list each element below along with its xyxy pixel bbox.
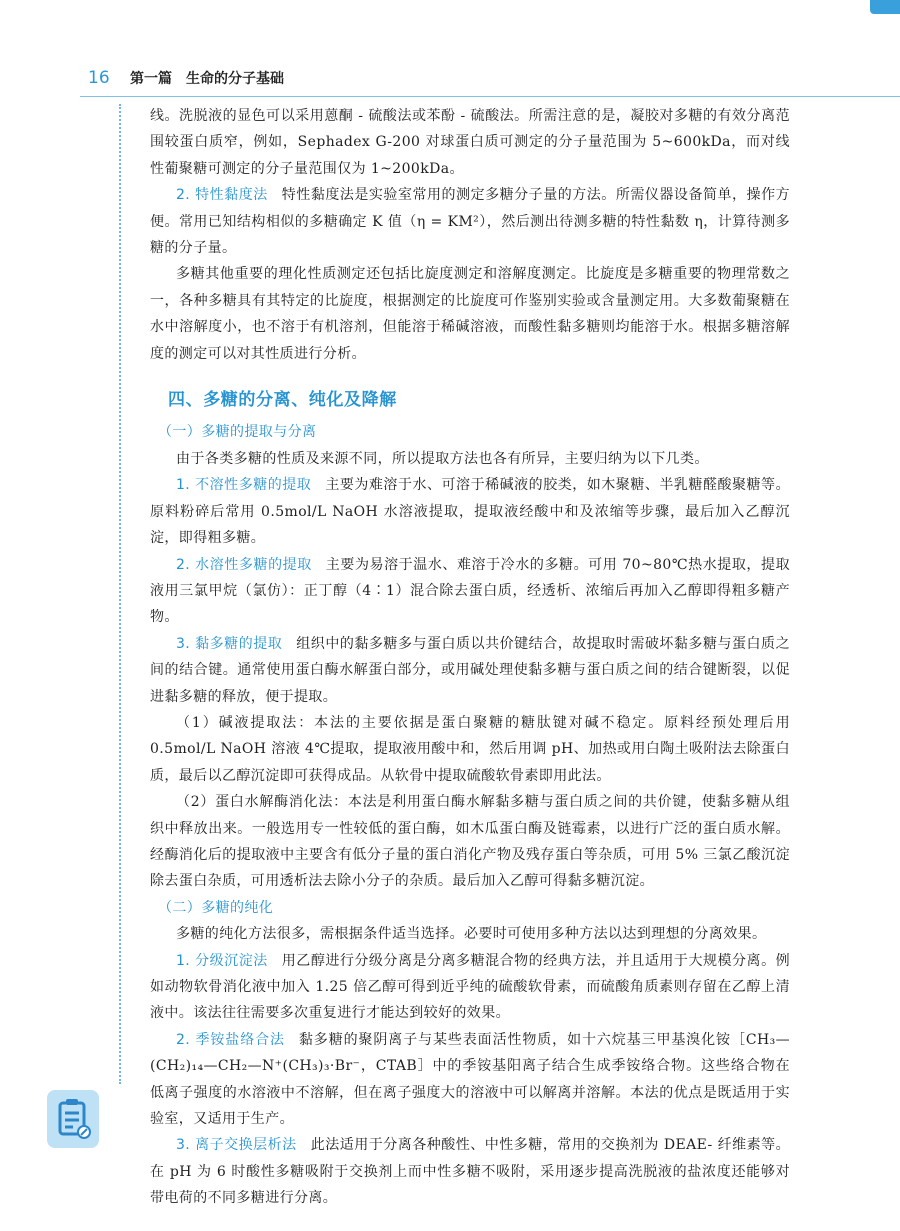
paragraph xyxy=(150,472,790,551)
method-term: 3. 黏多糖的提取 xyxy=(176,635,283,652)
section-heading: 四、多糖的分离、纯化及降解 xyxy=(168,390,397,411)
corner-tab xyxy=(870,0,900,14)
running-head: 第一篇 生命的分子基础 xyxy=(130,71,284,87)
header-divider xyxy=(80,96,900,97)
notes-clipboard-icon xyxy=(47,1090,99,1148)
paragraph xyxy=(150,1132,790,1211)
method-term: 2. 季铵盐络合法 xyxy=(176,1031,285,1048)
paragraph-text: 组织中的黏多糖多与蛋白质以共价键结合，故提取时需破坏黏多糖与蛋白质之间的结合键。通常使用蛋白酶水解蛋白部分，或用碱处理使黏多糖与蛋白质之间的结合键断裂，以促进黏多糖的释放，便于提取。 xyxy=(150,635,790,705)
paragraph: （2）蛋白水解酶消化法：本法是利用蛋白酶水解黏多糖与蛋白质之间的共价键，使黏多糖从组织中释放出来。一般选用专一性较低的蛋白酶，如木瓜蛋白酶及链霉素，以进行广泛的蛋白质水解。经酶消化后的提取液中主要含有低分子量的蛋白消化产物及残存蛋白等杂质，可用 5% 三氯乙酸沉淀除去蛋白杂质，可用透析法去除小分子的杂质。最后加入乙醇可得黏多糖沉淀。 xyxy=(150,794,790,890)
margin-dotted-rule xyxy=(119,104,121,1084)
paragraph-text: 主要为易溶于温水、难溶于冷水的多糖。可用 70~80℃热水提取，提取液用三氯甲烷（氯仿）：正丁醇（4∶1）混合除去蛋白质，经透析、浓缩后再加入乙醇即得粗多糖产物。 xyxy=(150,556,790,626)
page-body xyxy=(150,103,790,1212)
subsection-heading: （一）多糖的提取与分离 xyxy=(158,424,317,441)
page-number: 16 xyxy=(88,68,110,88)
paragraph xyxy=(150,631,790,710)
paragraph: 多糖其他重要的理化性质测定还包括比旋度测定和溶解度测定。比旋度是多糖重要的物理常数之一，各种多糖具有其特定的比旋度，根据测定的比旋度可作鉴别实验或含量测定用。大多数葡聚糖在水中溶解度小，也不溶于有机溶剂，但能溶于稀碱溶液，而酸性黏多糖则均能溶于水。根据多糖溶解度的测定可以对其性质进行分析。 xyxy=(150,266,790,362)
paragraph: 多糖的纯化方法很多，需根据条件适当选择。必要时可使用多种方法以达到理想的分离效果。 xyxy=(176,926,767,943)
method-term: 1. 不溶性多糖的提取 xyxy=(176,477,312,494)
paragraph xyxy=(150,552,790,631)
paragraph-text: 用乙醇进行分级分离是分离多糖混合物的经典方法，并且适用于大规模分离。例如动物软骨消化液中加入 1.25 倍乙醇可得到近乎纯的硫酸软骨素，而硫酸角质素则存留在乙醇上清液中。该法往往需要多次重复进行才能达到较好的效果。 xyxy=(150,952,791,1022)
paragraph: （1）碱液提取法：本法的主要依据是蛋白聚糖的糖肽键对碱不稳定。原料经预处理后用 0.5mol/L NaOH 溶液 4℃提取，提取液用酸中和，然后用调 pH、加热或用白陶土吸附法去除蛋白质，最后以乙醇沉淀即可获得成品。从软骨中提取硫酸软骨素即用此法。 xyxy=(150,714,790,784)
paragraph-text: 此法适用于分离各种酸性、中性多糖，常用的交换剂为 DEAE- 纤维素等。在 pH 为 6 时酸性多糖吸附于交换剂上而中性多糖不吸附，采用逐步提高洗脱液的盐浓度还能够对带电荷的不同多糖进行分离。 xyxy=(150,1137,790,1207)
paragraph-text: 黏多糖的聚阴离子与某些表面活性物质，如十六烷基三甲基溴化铵［CH₃—(CH₂)₁₄—CH₂—N⁺(CH₃)₃·Br⁻，CTAB］中的季铵基阳离子结合生成季铵络合物。这些络合物在低离子强度的水溶液中不溶解，但在离子强度大的溶液中可以解离并溶解。本法的优点是既适用于实验室，又适用于生产。 xyxy=(150,1031,790,1128)
subsection-heading: （二）多糖的纯化 xyxy=(158,899,274,916)
method-term: 2. 特性黏度法 xyxy=(176,187,268,204)
method-term: 1. 分级沉淀法 xyxy=(176,952,268,969)
paragraph: 由于各类多糖的性质及来源不同，所以提取方法也各有所异，主要归纳为以下几类。 xyxy=(176,450,709,467)
paragraph: 线。洗脱液的显色可以采用蒽酮 - 硫酸法或苯酚 - 硫酸法。所需注意的是，凝胶对多糖的有效分离范围较蛋白质窄，例如，Sephadex G-200 对球蛋白质可测定的分子量范围为 5~600kDa，而对线性葡聚糖可测定的分子量范围仅为 1~200kDa。 xyxy=(150,108,790,177)
paragraph xyxy=(150,948,790,1027)
method-term: 3. 离子交换层析法 xyxy=(176,1137,297,1154)
paragraph-text: 主要为难溶于水、可溶于稀碱液的胶类，如木聚糖、半乳糖醛酸聚糖等。原料粉碎后常用 0.5mol/L NaOH 水溶液提取，提取液经酸中和及浓缩等步骤，最后加入乙醇沉淀，即得粗多糖。 xyxy=(150,477,790,547)
paragraph xyxy=(150,182,790,261)
paragraph-text: 特性黏度法是实验室常用的测定多糖分子量的方法。所需仪器设备简单，操作方便。常用已知结构相似的多糖确定 K 值（η = KM²），然后测出待测多糖的特性黏数 η，计算待测多糖的分子量。 xyxy=(150,187,791,257)
paragraph xyxy=(150,1027,790,1133)
method-term: 2. 水溶性多糖的提取 xyxy=(176,556,312,573)
